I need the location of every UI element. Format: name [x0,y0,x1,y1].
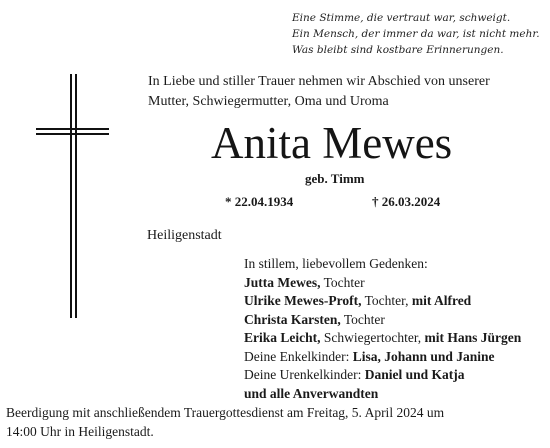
mourner-group-label: Deine Enkelkinder: [244,348,353,364]
funeral-line: Beerdigung mit anschließendem Trauergottesdienst am Freitag, 5. April 2024 um [6,405,445,420]
funeral-line: 14:00 Uhr in Heiligenstadt. [6,423,154,439]
intro-text [148,72,490,112]
mourner-line [244,329,521,348]
mourner-line [244,274,521,293]
poem-line: Was bleibt sind kostbare Erinnerungen. [292,44,504,56]
intro-line: In Liebe und stiller Trauer nehmen wir Abschied von unserer [148,74,490,89]
mourner-relation: Tochter [320,274,365,290]
mourner-line [244,366,521,385]
mourner-partner: mit Hans Jürgen [424,330,522,345]
mourner-group-names: Daniel und Katja [364,367,465,382]
mourner-line [244,292,521,311]
mourner-relation: Tochter, [361,293,412,308]
cross-icon [70,74,77,318]
death-date: † 26.03.2024 [372,194,441,209]
poem-line: Eine Stimme, die vertraut war, schweigt. [292,12,511,24]
mourner-group-names: Lisa, Johann und Janine [352,348,495,364]
mourner-partner: mit Alfred [411,293,472,308]
poem-line: Ein Mensch, der immer da war, ist nicht mehr. [292,28,540,40]
cross-icon-crossbar [36,128,109,135]
deceased-name: Anita Mewes [211,118,453,168]
city: Heiligenstadt [147,228,222,243]
mourner-name: Ulrike Mewes-Proft, [244,293,362,308]
mourner-line [244,311,521,330]
mourner-line [244,348,521,367]
mourners-list [244,255,521,403]
mourner-name: Jutta Mewes, [244,274,321,290]
intro-line: Mutter, Schwiegermutter, Oma und Uroma [148,94,389,109]
funeral-notice [6,404,444,441]
maiden-name: geb. Timm [305,171,365,186]
mourner-group-label: Deine Urenkelkinder: [244,367,365,382]
mourners-heading: In stillem, liebevollem Gedenken: [244,256,428,271]
mourner-line: und alle Anverwandten [244,385,379,401]
mourner-name: Christa Karsten, [244,311,341,327]
mourner-relation: Tochter [340,311,385,327]
mourner-name: Erika Leicht, [244,330,321,345]
mourner-relation: Schwiegertochter, [320,330,425,345]
birth-date: * 22.04.1934 [225,194,294,209]
poem [292,10,540,58]
